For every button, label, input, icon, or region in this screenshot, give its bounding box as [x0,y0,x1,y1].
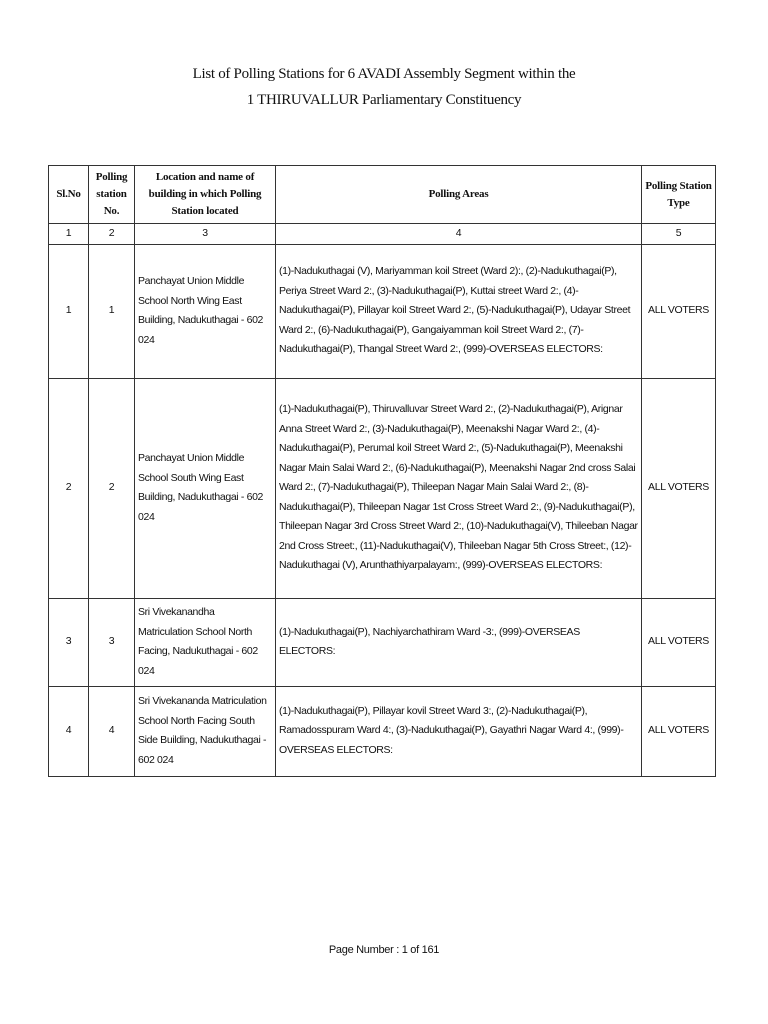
document-title-line-2: 1 THIRUVALLUR Parliamentary Constituency [246,92,522,108]
cell-station-type: ALL VOTERS [642,244,716,378]
cell-station-type: ALL VOTERS [642,598,716,686]
table-row [49,378,716,598]
cell-slno: 3 [49,598,89,686]
column-number-row [49,224,716,245]
column-number: 4 [276,224,642,245]
cell-slno: 4 [49,686,89,776]
column-number: 2 [89,224,135,245]
column-number: 1 [49,224,89,245]
polling-stations-table [48,165,716,777]
cell-station-no: 3 [89,598,135,686]
cell-polling-areas: (1)-Nadukuthagai(P), Nachiyarchathiram Ward -3:, (999)-OVERSEAS ELECTORS: [276,598,642,686]
cell-polling-areas: (1)-Nadukuthagai(P), Thiruvalluvar Street Ward 2:, (2)-Nadukuthagai(P), Arignar Anna Street Ward 2:, (3)-Nadukuthagai(P), Meenakshi Nagar Ward 2:, (4)-Nadukuthagai(P), Perumal koil Street Ward 2:, (5)-Nadukuthagai(P), Meenakshi Nagar Main Salai Ward 2:, (6)-Nadukuthagai(P), Meenakshi Nagar 2nd cross Salai Ward 2:, (7)-Nadukuthagai(P), Thileepan Nagar Main Salai Ward 2:, (8)-Nadukuthagai(P), Thileepan Nagar 1st Cross Street Ward 2:, (9)-Nadukuthagai(P), Thileepan Nagar 3rd Cross Street Ward 2:, (10)-Nadukuthagai(V), Thileeban Nagar 2nd Cross Street:, (11)-Nadukuthagai(V), Thileeban Nagar 5th Cross Street:, (12)-Nadukuthagai (V), Arunthathiyarpalayam:, (999)-OVERSEAS ELECTORS: [276,378,642,598]
table-row [49,686,716,776]
table-header-row [49,166,716,224]
table-row [49,598,716,686]
column-number: 5 [642,224,716,245]
cell-slno: 2 [49,378,89,598]
cell-location: Sri Vivekananda Matriculation School North Facing South Side Building, Nadukuthagai - 602 024 [135,686,276,776]
cell-polling-areas: (1)-Nadukuthagai(P), Pillayar kovil Street Ward 3:, (2)-Nadukuthagai(P), Ramadosspuram Ward 4:, (3)-Nadukuthagai(P), Gayathri Nagar Ward 4:, (999)-OVERSEAS ELECTORS: [276,686,642,776]
cell-polling-areas: (1)-Nadukuthagai (V), Mariyamman koil Street (Ward 2):, (2)-Nadukuthagai(P), Periya Street Ward 2:, (3)-Nadukuthagai(P), Kuttai street Ward 2:, (4)-Nadukuthagai(P), Pillayar koil Street Ward 2:, (5)-Nadukuthagai(P), Udayar Street Ward 2:, (6)-Nadukuthagai(P), Gangaiyamman koil Street Ward 2:, (7)-Nadukuthagai(P), Thangal Street Ward 2:, (999)-OVERSEAS ELECTORS: [276,244,642,378]
table-row [49,244,716,378]
cell-station-type: ALL VOTERS [642,378,716,598]
cell-location: Sri Vivekanandha Matriculation School North Facing, Nadukuthagai - 602 024 [135,598,276,686]
header-location: Location and name of building in which Polling Station located [135,166,276,224]
cell-station-no: 4 [89,686,135,776]
page-number: Page Number : 1 of 161 [328,944,440,956]
cell-location: Panchayat Union Middle School North Wing East Building, Nadukuthagai - 602 024 [135,244,276,378]
column-number: 3 [135,224,276,245]
cell-location: Panchayat Union Middle School South Wing East Building, Nadukuthagai - 602 024 [135,378,276,598]
cell-station-no: 1 [89,244,135,378]
header-polling-areas: Polling Areas [276,166,642,224]
cell-slno: 1 [49,244,89,378]
cell-station-no: 2 [89,378,135,598]
cell-station-type: ALL VOTERS [642,686,716,776]
header-station-no: Polling station No. [89,166,135,224]
header-station-type: Polling Station Type [642,166,716,224]
header-slno: Sl.No [49,166,89,224]
document-title-line-1: List of Polling Stations for 6 AVADI Assembly Segment within the [192,66,576,82]
